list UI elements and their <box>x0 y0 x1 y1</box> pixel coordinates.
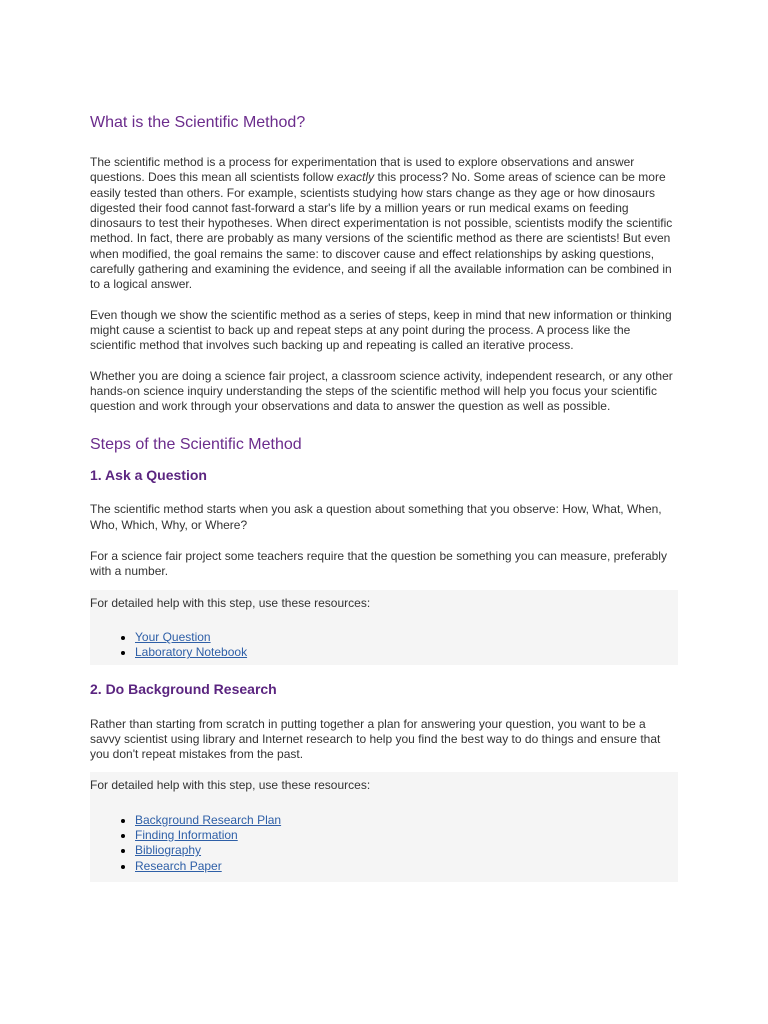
step1-paragraph-1: The scientific method starts when you ask a question about something that you observe: How, What, When, Who, Which, Why, or Where? <box>90 502 662 532</box>
article-content <box>90 112 678 882</box>
step1-heading: 1. Ask a Question <box>90 467 207 484</box>
intro-paragraph <box>90 155 678 293</box>
link-background-research-plan[interactable]: Background Research Plan <box>135 812 282 827</box>
step1-resources-box <box>90 590 678 665</box>
intro-text-a: The scientific method is a process for experimentation that is used to explore observations and answer questions. Does this mean all scientists follow <box>90 155 635 185</box>
step2-resources-box <box>90 772 678 881</box>
step2-heading: 2. Do Background Research <box>90 680 277 697</box>
intro-emphasis: exactly <box>336 170 375 185</box>
intro-text-b: this process? No. Some areas of science can be more easily tested than others. For example, scientists studying how stars change as they age or how dinosaurs digested their food cannot fast-forward a star's life by a million years or run medical exams on feeding dinosaurs to test their hypotheses. When direct experimentation is not possible, scientists modify the scientific method. In fact, there are probably as many versions of the scientific method as there are scientists! But even when modified, the goal remains the same: to discover cause and effect relationships by asking questions, carefully gathering and examining the evidence, and seeing if all the available information can be combined in to a logical answer. <box>90 170 673 292</box>
section-title-steps: Steps of the Scientific Method <box>90 436 302 454</box>
list-item <box>135 813 678 828</box>
section-title-what-is: What is the Scientific Method? <box>90 114 306 131</box>
link-bibliography[interactable]: Bibliography <box>135 843 202 858</box>
step1-resource-list <box>90 630 678 661</box>
list-item <box>135 645 678 660</box>
step2-paragraph-1: Rather than starting from scratch in putting together a plan for answering your question, you want to be a savvy scientist using library and Internet research to help you find the best way to do things and ensure that you don't repeat mistakes from the past. <box>90 716 661 762</box>
link-your-question[interactable]: Your Question <box>135 629 211 644</box>
step2-resource-list <box>90 813 678 874</box>
list-item <box>135 630 678 645</box>
link-finding-information[interactable]: Finding Information <box>135 828 238 843</box>
step2-resources-intro: For detailed help with this step, use these resources: <box>90 778 371 793</box>
iterative-paragraph: Even though we show the scientific method as a series of steps, keep in mind that new information or thinking might cause a scientist to back up and repeat steps at any point during the process. A process like the scientific method that involves such backing up and repeating is called an iterative process. <box>90 307 672 353</box>
link-research-paper[interactable]: Research Paper <box>135 858 222 873</box>
step1-paragraph-2: For a science fair project some teachers require that the question be something you can measure, preferably with a number. <box>90 549 667 579</box>
link-laboratory-notebook[interactable]: Laboratory Notebook <box>135 645 248 660</box>
list-item <box>135 859 678 874</box>
inquiry-paragraph: Whether you are doing a science fair project, a classroom science activity, independent research, or any other hands-on science inquiry understanding the steps of the scientific method will help you focus your scientific question and work through your observations and data to answer the question as well as possible. <box>90 368 673 414</box>
list-item <box>135 843 678 858</box>
list-item <box>135 828 678 843</box>
step1-resources-intro: For detailed help with this step, use these resources: <box>90 595 371 610</box>
